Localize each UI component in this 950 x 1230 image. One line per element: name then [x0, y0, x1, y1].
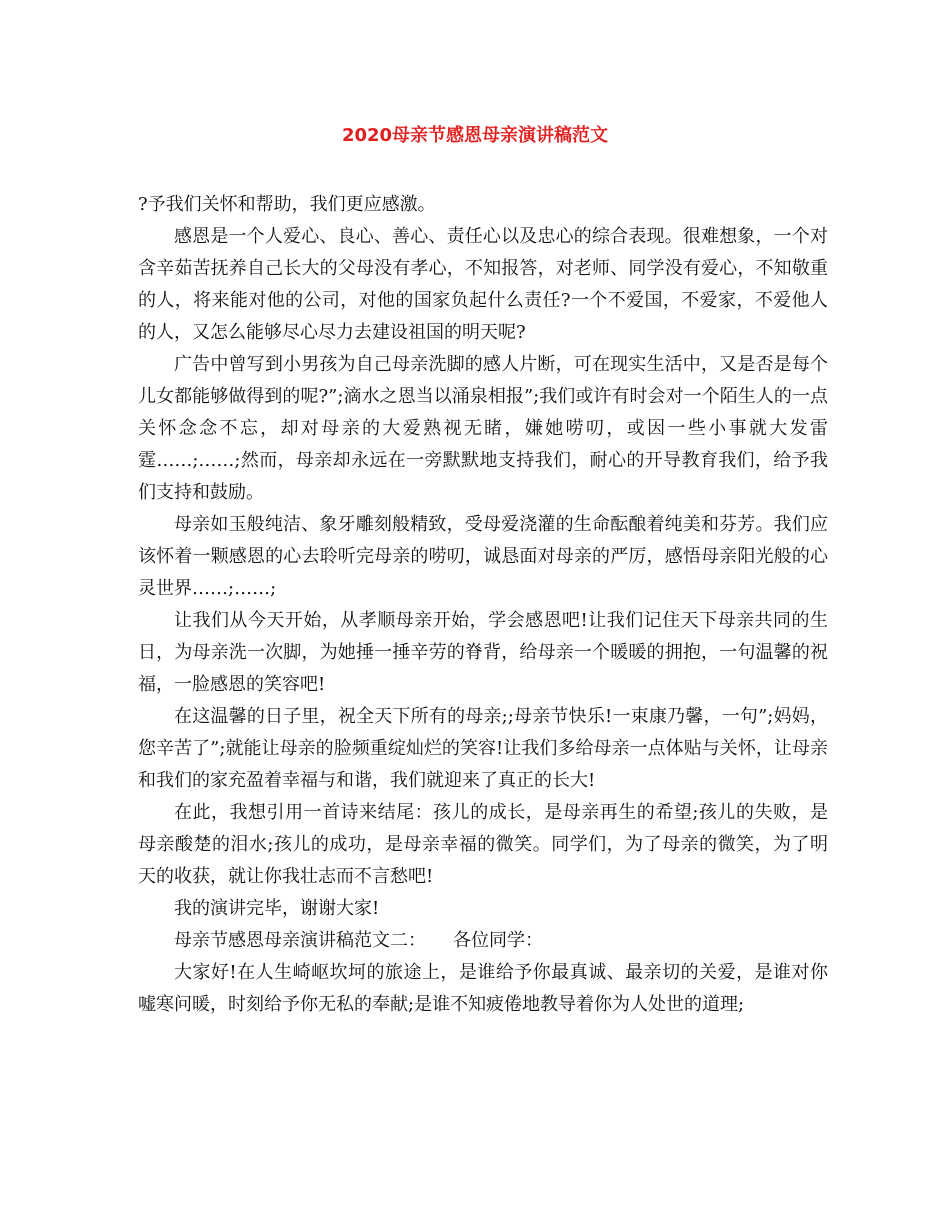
paragraph: 母亲如玉般纯洁、象牙雕刻般精致，受母爱浇灌的生命酝酿着纯美和芬芳。我们应该怀着一颗感恩的心去聆听完母亲的唠叨，诚恳面对母亲的严厉，感悟母亲阳光般的心灵世界……;……;: [138, 514, 828, 599]
paragraph: 广告中曾写到小男孩为自己母亲洗脚的感人片断，可在现实生活中，又是否是每个儿女都能够做得到的呢?”;滴水之恩当以涌泉相报”;我们或许有时会对一个陌生人的一点关怀念念不忘，却对母亲的大爱熟视无睹，嫌她唠叨，或因一些小事就大发雷霆……;……;然而，母亲却永远在一旁默默地支持我们，耐心的开导教育我们，给予我们支持和鼓励。: [138, 354, 828, 503]
paragraph: 我的演讲完毕，谢谢大家!: [174, 898, 380, 919]
paragraph: 让我们从今天开始，从孝顺母亲开始，学会感恩吧!让我们记住天下母亲共同的生日，为母亲洗一次脚，为她捶一捶辛劳的脊背，给母亲一个暖暖的拥抱，一句温馨的祝福，一脸感恩的笑容吧!: [138, 610, 828, 695]
paragraph: 感恩是一个人爱心、良心、善心、责任心以及忠心的综合表现。很难想象，一个对含辛茹苦抚养自己长大的父母没有孝心，不知报答，对老师、同学没有爱心，不知敬重的人，将来能对他的公司，对他的国家负起什么责任?一个不爱国，不爱家，不爱他人的人，又怎么能够尽心尽力去建设祖国的明天呢?: [138, 226, 828, 343]
paragraph: 母亲节感恩母亲演讲稿范文二： 各位同学：: [174, 930, 543, 951]
paragraph: 在此，我想引用一首诗来结尾：孩儿的成长，是母亲再生的希望;孩儿的失败，是母亲酸楚的泪水;孩儿的成功，是母亲幸福的微笑。同学们，为了母亲的微笑，为了明天的收获，就让你我壮志而不言愁吧!: [138, 802, 828, 887]
document-body: [138, 189, 828, 1021]
paragraph: ?予我们关怀和帮助，我们更应感激。: [138, 194, 436, 215]
paragraph: 大家好!在人生崎岖坎坷的旅途上，是谁给予你最真诚、最亲切的关爱，是谁对你嘘寒问暖，时刻给予你无私的奉献;是谁不知疲倦地教导着你为人处世的道理;: [138, 962, 828, 1015]
paragraph: 在这温馨的日子里，祝全天下所有的母亲;;母亲节快乐!一束康乃馨，一句”;妈妈，您辛苦了”;就能让母亲的脸频重绽灿烂的笑容!让我们多给母亲一点体贴与关怀，让母亲和我们的家充盈着幸福与和谐，我们就迎来了真正的长大!: [138, 706, 828, 791]
document-title: 2020母亲节感恩母亲演讲稿范文: [341, 125, 609, 146]
